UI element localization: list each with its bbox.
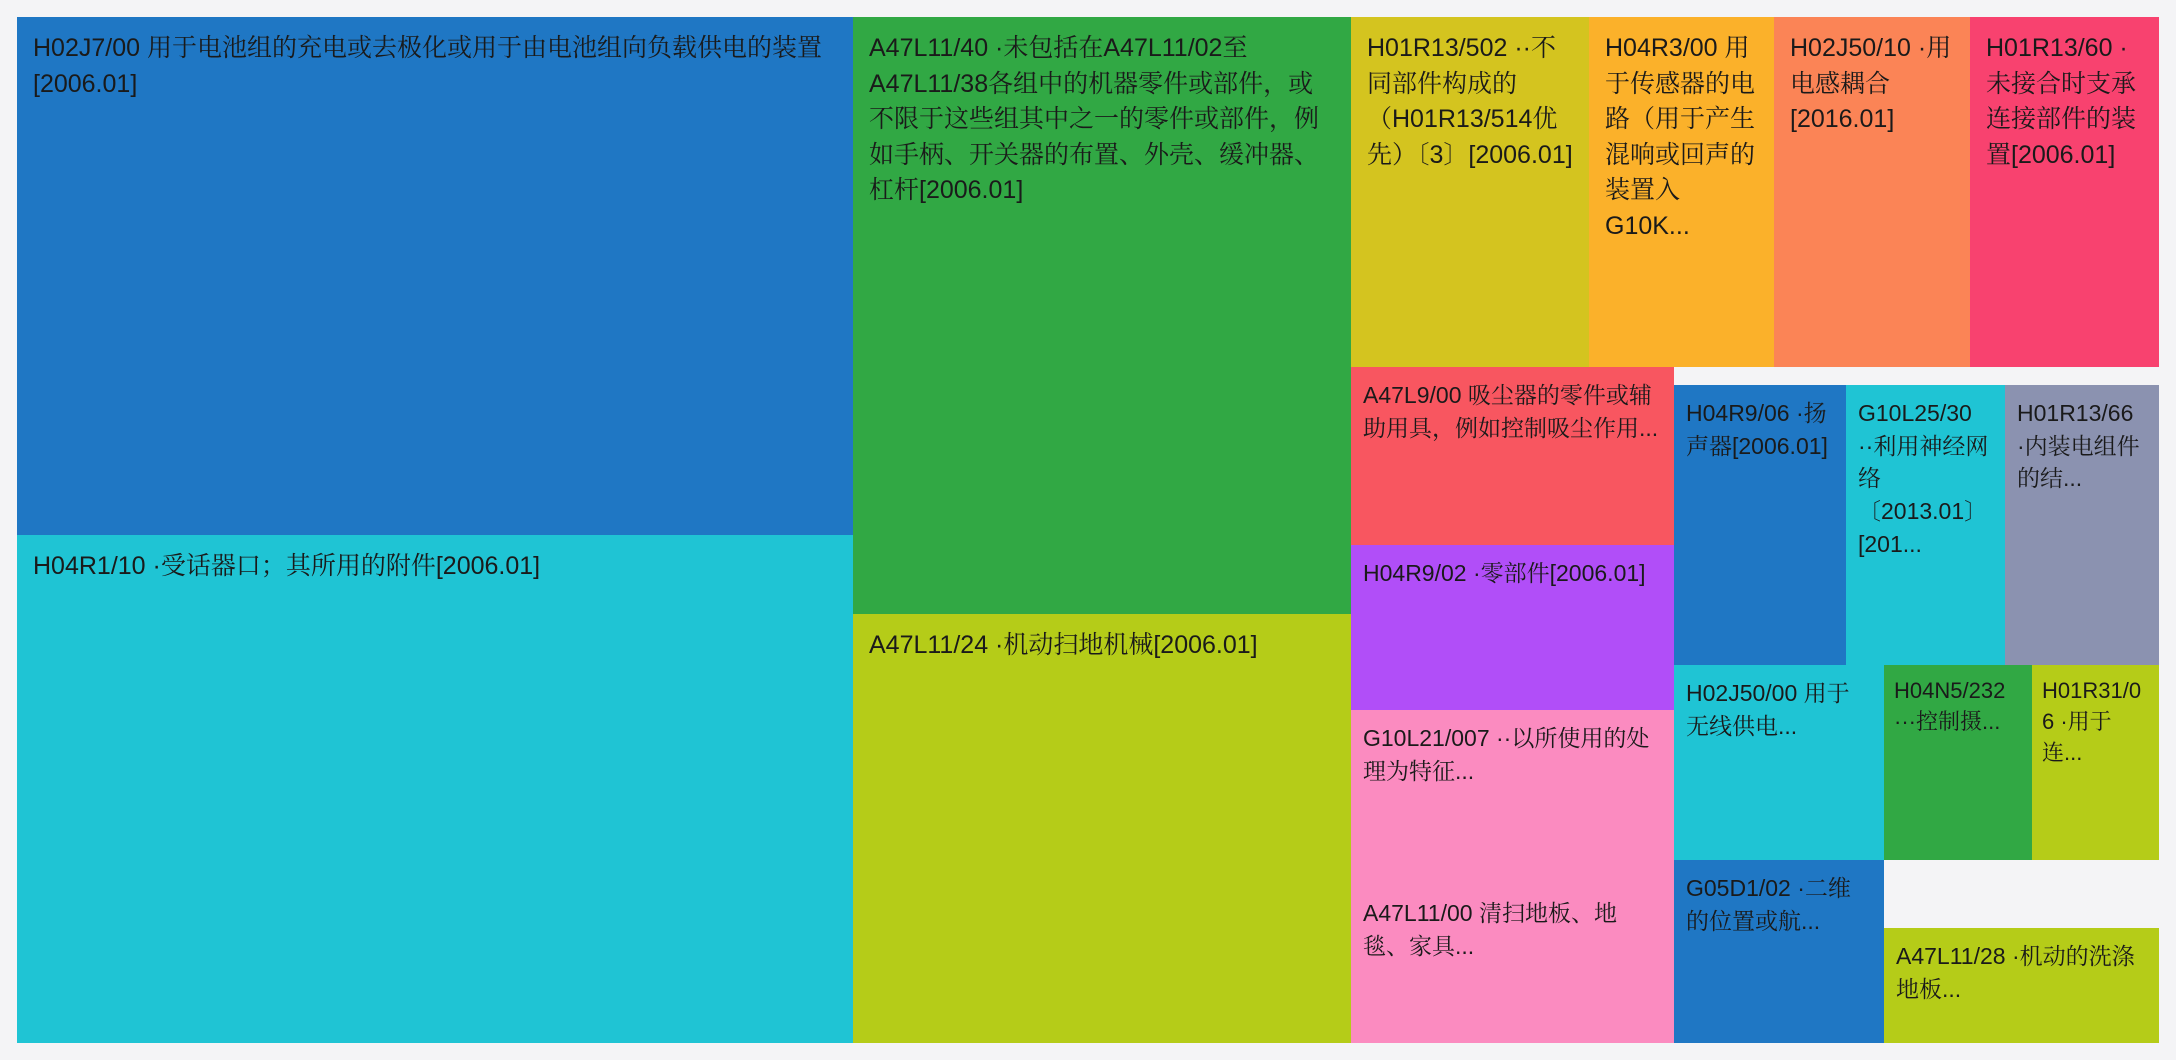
treemap-tile[interactable]	[1884, 665, 2032, 860]
treemap-tile-label: H02J7/00 用于电池组的充电或去极化或用于由电池组向负载供电的装置[2006.01]	[33, 34, 822, 98]
treemap-tile-label: A47L11/24 ·机动扫地机械[2006.01]	[869, 631, 1258, 659]
treemap-tile[interactable]	[1774, 17, 1970, 367]
treemap-tile-label: H01R31/06 ·用于连...	[2042, 678, 2142, 766]
treemap-tile-label: H02J50/00 用于无线供电...	[1686, 680, 1850, 739]
treemap-tile-label: H04R9/02 ·零部件[2006.01]	[1363, 560, 1646, 586]
treemap-tile-label: G05D1/02 ·二维的位置或航...	[1686, 875, 1851, 934]
treemap-tile-label: H04R1/10 ·受话器口；其所用的附件[2006.01]	[33, 552, 541, 580]
treemap-tile-label: H01R13/66 ·内装电组件的结...	[2017, 400, 2140, 492]
treemap-tile[interactable]	[1674, 860, 1884, 1043]
treemap-tile-label: G10L25/30 ··利用神经网络〔2013.01〕[201...	[1858, 400, 1989, 557]
treemap-tile-label: A47L11/28 ·机动的洗涤地板...	[1896, 943, 2135, 1002]
treemap-tile[interactable]	[1674, 665, 1884, 860]
treemap-tile-label: A47L9/00 吸尘器的零件或辅助用具，例如控制吸尘作用...	[1363, 382, 1659, 441]
treemap-tile[interactable]	[2005, 385, 2159, 665]
treemap-tile[interactable]	[1351, 545, 1674, 710]
treemap-tile[interactable]	[1351, 710, 1674, 885]
treemap-tile[interactable]	[1884, 928, 2159, 1043]
treemap-tile[interactable]	[1351, 17, 1589, 367]
treemap-tile[interactable]	[1589, 17, 1774, 367]
treemap-tile-label: H04R3/00 用于传感器的电路（用于产生混响或回声的装置入G10K...	[1605, 34, 1756, 240]
treemap-tile[interactable]	[1674, 385, 1846, 665]
treemap-tile-label: G10L21/007 ··以所使用的处理为特征...	[1363, 725, 1650, 784]
treemap-tile[interactable]	[1351, 367, 1674, 545]
treemap-tile-label: A47L11/40 ·未包括在A47L11/02至A47L11/38各组中的机器零件或部件，或不限于这些组其中之一的零件或部件，例如手柄、开关器的布置、外壳、缓冲器、杠杆[2006.01]	[869, 34, 1320, 204]
treemap-tile[interactable]	[1846, 385, 2005, 665]
treemap-tile[interactable]	[1970, 17, 2159, 367]
treemap-tile-label: H01R13/502 ··不同部件构成的（H01R13/514优先）〔3〕[2006.01]	[1367, 34, 1573, 169]
treemap-tile-label: H01R13/60 ·未接合时支承连接部件的装置[2006.01]	[1986, 34, 2137, 169]
treemap-tile[interactable]	[17, 17, 853, 535]
treemap-tile-label: H04N5/232 ···控制摄...	[1894, 678, 2012, 735]
treemap-tile-label: A47L11/00 清扫地板、地毯、家具...	[1363, 900, 1617, 959]
treemap-tile[interactable]	[853, 17, 1351, 614]
treemap-tile[interactable]	[2032, 665, 2159, 860]
treemap-tile-label: H04R9/06 ·扬声器[2006.01]	[1686, 400, 1828, 459]
treemap-tile[interactable]	[1351, 885, 1674, 1043]
treemap-tile[interactable]	[853, 614, 1351, 1043]
treemap-tile-label: H02J50/10 ·用电感耦合[2016.01]	[1790, 34, 1952, 133]
treemap-tile[interactable]	[17, 535, 853, 1043]
